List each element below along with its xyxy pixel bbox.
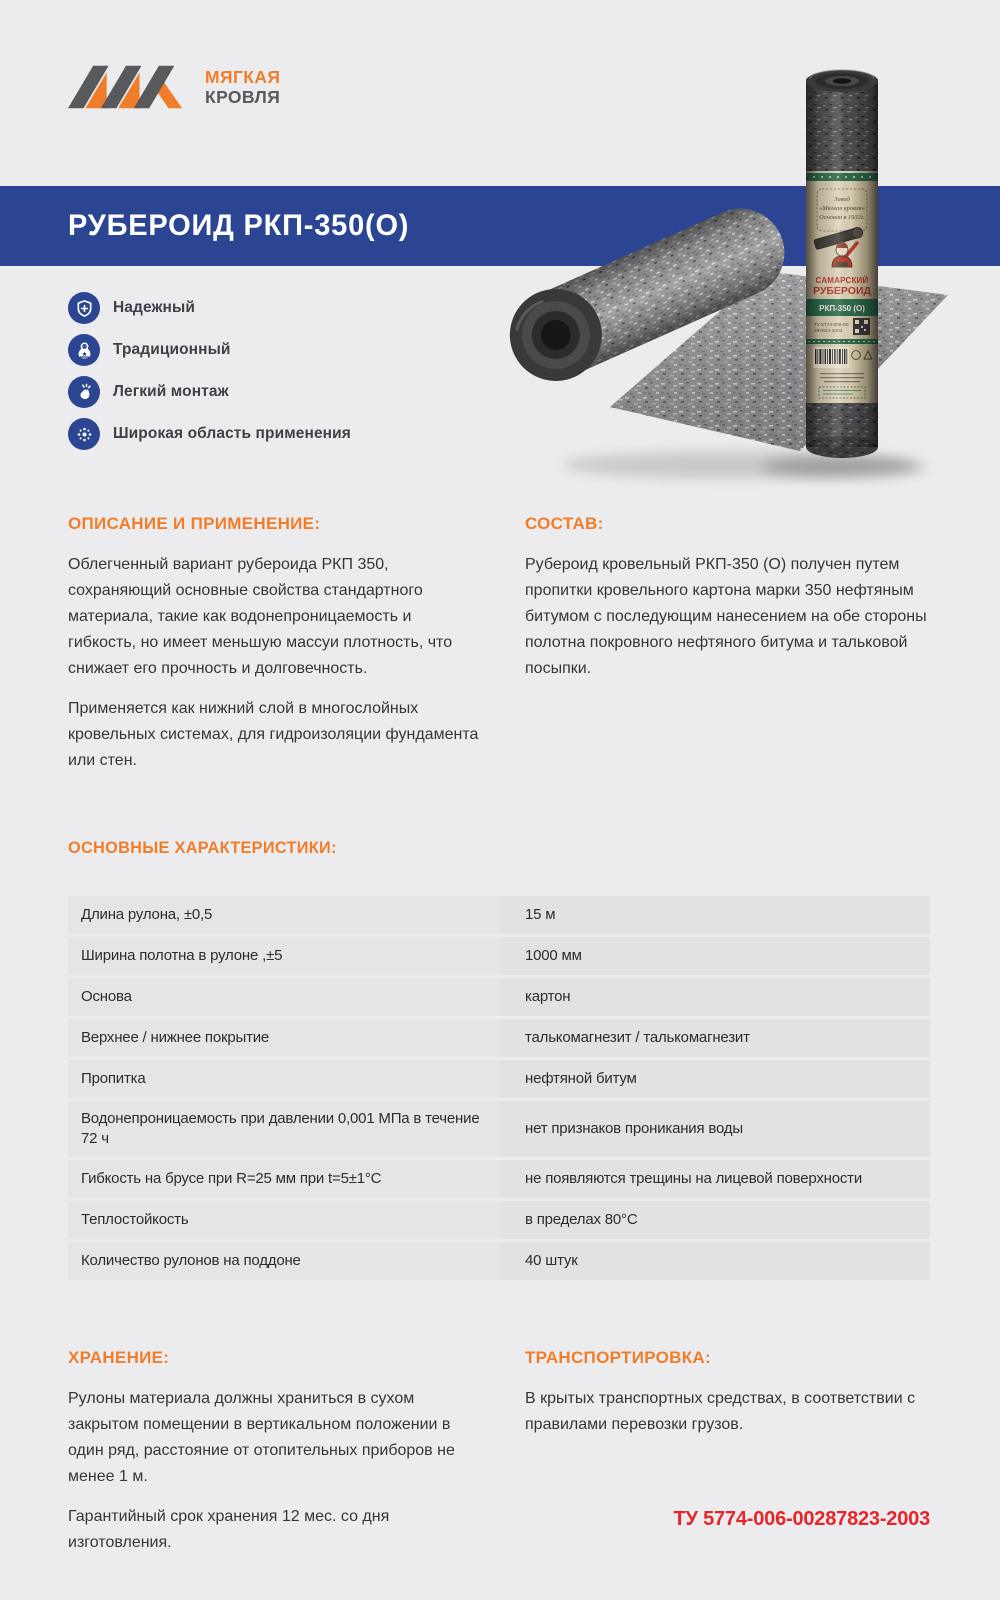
- feature-wide-application: [68, 418, 351, 450]
- value-cell: в пределах 80°С: [500, 1201, 930, 1239]
- param-cell: Теплостойкость: [68, 1201, 500, 1239]
- feature-label: Широкая область применения: [113, 425, 351, 442]
- description-paragraph: Облегченный вариант рубероида РКП 350, сохраняющий основные свойства стандартного материала, такие как водонепроницаемость и гибкость, но имеет меньшую массуи плотность, что снижает его прочность и долговечность.: [68, 556, 453, 677]
- feature-reliable: [68, 292, 351, 324]
- description-heading: ОПИСАНИЕ И ПРИМЕНЕНИЕ:: [68, 514, 321, 533]
- transport-heading: ТРАНСПОРТИРОВКА:: [525, 1348, 711, 1367]
- brand-header: [68, 64, 280, 110]
- value-cell: талькомагнезит / талькомагнезит: [500, 1019, 930, 1057]
- value-cell: не появляются трещины на лицевой поверхности: [500, 1160, 930, 1198]
- table-row: [68, 937, 930, 975]
- table-row: [68, 1160, 930, 1198]
- brand-wordmark: [205, 67, 280, 107]
- param-cell: Длина рулона, ±0,5: [68, 896, 500, 934]
- storage-paragraph: Гарантийный срок хранения 12 мес. со дня изготовления.: [68, 1508, 390, 1551]
- param-cell: Ширина полотна в рулоне ,±5: [68, 937, 500, 975]
- feature-label: Надежный: [113, 299, 195, 316]
- feature-traditional: [68, 334, 351, 366]
- param-cell: Гибкость на брусе при R=25 мм при t=5±1°С: [68, 1160, 500, 1198]
- value-cell: 40 штук: [500, 1242, 930, 1280]
- section-composition: [525, 514, 939, 696]
- param-cell: Водонепроницаемость при давлении 0,001 МПа в течение 72 ч: [68, 1101, 500, 1157]
- transport-paragraph: В крытых транспортных средствах, в соответствии с правилами перевозки грузов.: [525, 1390, 916, 1433]
- table-row: [68, 896, 930, 934]
- characteristics-table: [68, 896, 930, 1280]
- feature-label: Легкий монтаж: [113, 383, 229, 400]
- table-row: [68, 1242, 930, 1280]
- table-row: [68, 1060, 930, 1098]
- table-row: [68, 1201, 930, 1239]
- table-row: [68, 1019, 930, 1057]
- composition-heading: СОСТАВ:: [525, 514, 604, 533]
- storage-paragraph: Рулоны материала должны храниться в сухом закрытом помещении в вертикальном положении в один ряд, расстояние от отопительных приборов не менее 1 м.: [68, 1390, 455, 1485]
- table-row: [68, 1101, 930, 1157]
- brand-name-line1: МЯГКАЯ: [205, 67, 281, 87]
- section-storage: [68, 1348, 482, 1570]
- param-cell: Количество рулонов на поддоне: [68, 1242, 500, 1280]
- standing-roll: [806, 70, 878, 458]
- table-row: [68, 978, 930, 1016]
- easy-install-hand-icon: [68, 376, 100, 408]
- section-transport: [525, 1348, 939, 1452]
- value-cell: нет признаков проникания воды: [500, 1101, 930, 1157]
- matryoshka-icon: [68, 334, 100, 366]
- characteristics-heading: ОСНОВНЫЕ ХАРАКТЕРИСТИКИ:: [68, 838, 337, 857]
- shield-plus-icon: [68, 292, 100, 324]
- page-title: РУБЕРОИД РКП-350(О): [68, 209, 410, 242]
- section-description: [68, 514, 482, 788]
- feature-easy-install: [68, 376, 351, 408]
- feature-list: [68, 292, 351, 460]
- mk-monogram-logo: [68, 64, 184, 110]
- feature-label: Традиционный: [113, 341, 231, 358]
- roll-shadow: [762, 456, 926, 478]
- storage-heading: ХРАНЕНИЕ:: [68, 1348, 170, 1367]
- tu-standard-number: ТУ 5774-006-00287823-2003: [673, 1508, 930, 1530]
- param-cell: Пропитка: [68, 1060, 500, 1098]
- brand-name-line2: КРОВЛЯ: [205, 87, 281, 107]
- value-cell: нефтяной битум: [500, 1060, 930, 1098]
- value-cell: картон: [500, 978, 930, 1016]
- description-paragraph: Применяется как нижний слой в многослойных кровельных системах, для гидроизоляции фундамента или стен.: [68, 700, 479, 769]
- composition-paragraph: Рубероид кровельный РКП-350 (О) получен путем пропитки кровельного картона марки 350 нефтяным битумом с последующим нанесением на обе стороны полотна покровного нефтяного битума и тальковой посыпки.: [525, 556, 927, 677]
- value-cell: 1000 мм: [500, 937, 930, 975]
- wide-application-splash-icon: [68, 418, 100, 450]
- value-cell: 15 м: [500, 896, 930, 934]
- param-cell: Основа: [68, 978, 500, 1016]
- param-cell: Верхнее / нижнее покрытие: [68, 1019, 500, 1057]
- product-photo-ruberoid-rolls: [498, 45, 988, 490]
